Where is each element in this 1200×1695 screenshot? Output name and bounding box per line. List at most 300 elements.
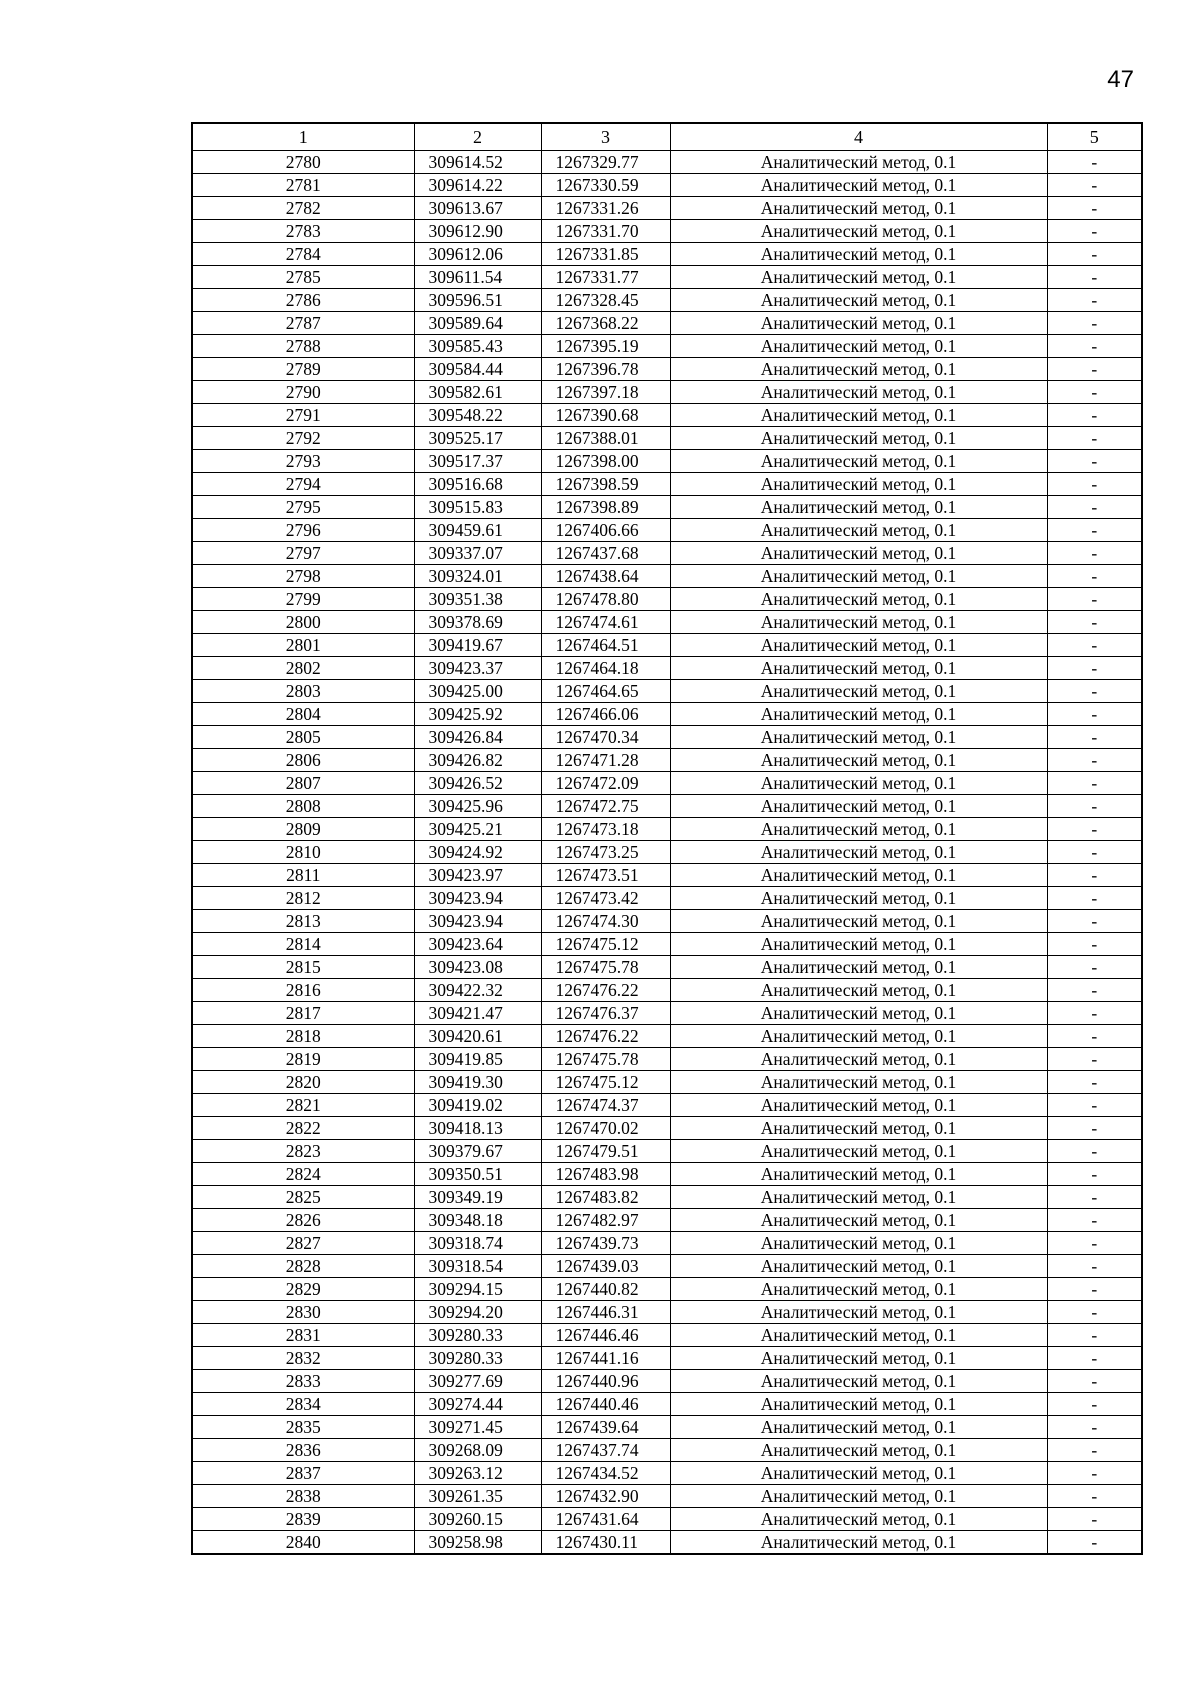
note-cell: -	[1047, 588, 1142, 611]
note-cell: -	[1047, 243, 1142, 266]
table-row	[192, 1163, 1142, 1186]
note-cell: -	[1047, 657, 1142, 680]
y-coordinate-cell: 1267471.28	[541, 749, 670, 772]
x-coordinate-cell: 309516.68	[414, 473, 541, 496]
method-cell: Аналитический метод, 0.1	[670, 404, 1047, 427]
note-cell: -	[1047, 1025, 1142, 1048]
point-number-cell: 2794	[192, 473, 414, 496]
table-row	[192, 473, 1142, 496]
y-coordinate-cell: 1267439.73	[541, 1232, 670, 1255]
note-cell: -	[1047, 1462, 1142, 1485]
method-cell: Аналитический метод, 0.1	[670, 427, 1047, 450]
y-coordinate-cell: 1267474.30	[541, 910, 670, 933]
method-cell: Аналитический метод, 0.1	[670, 1071, 1047, 1094]
method-cell: Аналитический метод, 0.1	[670, 864, 1047, 887]
method-cell: Аналитический метод, 0.1	[670, 680, 1047, 703]
table-row	[192, 910, 1142, 933]
table-row	[192, 979, 1142, 1002]
note-cell: -	[1047, 1393, 1142, 1416]
x-coordinate-cell: 309612.06	[414, 243, 541, 266]
column-header-2: 2	[414, 123, 541, 151]
method-cell: Аналитический метод, 0.1	[670, 1462, 1047, 1485]
y-coordinate-cell: 1267395.19	[541, 335, 670, 358]
method-cell: Аналитический метод, 0.1	[670, 174, 1047, 197]
x-coordinate-cell: 309419.67	[414, 634, 541, 657]
table-row	[192, 933, 1142, 956]
point-number-cell: 2793	[192, 450, 414, 473]
method-cell: Аналитический метод, 0.1	[670, 358, 1047, 381]
point-number-cell: 2782	[192, 197, 414, 220]
method-cell: Аналитический метод, 0.1	[670, 565, 1047, 588]
x-coordinate-cell: 309318.54	[414, 1255, 541, 1278]
method-cell: Аналитический метод, 0.1	[670, 841, 1047, 864]
table-row	[192, 1002, 1142, 1025]
x-coordinate-cell: 309614.52	[414, 151, 541, 174]
method-cell: Аналитический метод, 0.1	[670, 1439, 1047, 1462]
point-number-cell: 2838	[192, 1485, 414, 1508]
note-cell: -	[1047, 910, 1142, 933]
table-row	[192, 174, 1142, 197]
note-cell: -	[1047, 956, 1142, 979]
point-number-cell: 2824	[192, 1163, 414, 1186]
point-number-cell: 2804	[192, 703, 414, 726]
x-coordinate-cell: 309348.18	[414, 1209, 541, 1232]
method-cell: Аналитический метод, 0.1	[670, 749, 1047, 772]
table-row	[192, 358, 1142, 381]
coordinates-table	[191, 122, 1143, 1555]
x-coordinate-cell: 309611.54	[414, 266, 541, 289]
y-coordinate-cell: 1267464.18	[541, 657, 670, 680]
note-cell: -	[1047, 795, 1142, 818]
x-coordinate-cell: 309294.15	[414, 1278, 541, 1301]
y-coordinate-cell: 1267438.64	[541, 565, 670, 588]
point-number-cell: 2815	[192, 956, 414, 979]
table-row	[192, 1439, 1142, 1462]
note-cell: -	[1047, 680, 1142, 703]
point-number-cell: 2787	[192, 312, 414, 335]
point-number-cell: 2799	[192, 588, 414, 611]
x-coordinate-cell: 309379.67	[414, 1140, 541, 1163]
point-number-cell: 2840	[192, 1531, 414, 1555]
note-cell: -	[1047, 1140, 1142, 1163]
table-row	[192, 680, 1142, 703]
table-row	[192, 1025, 1142, 1048]
method-cell: Аналитический метод, 0.1	[670, 289, 1047, 312]
note-cell: -	[1047, 703, 1142, 726]
note-cell: -	[1047, 335, 1142, 358]
method-cell: Аналитический метод, 0.1	[670, 772, 1047, 795]
point-number-cell: 2784	[192, 243, 414, 266]
y-coordinate-cell: 1267439.64	[541, 1416, 670, 1439]
method-cell: Аналитический метод, 0.1	[670, 634, 1047, 657]
point-number-cell: 2812	[192, 887, 414, 910]
note-cell: -	[1047, 1370, 1142, 1393]
table-row	[192, 726, 1142, 749]
table-row	[192, 1232, 1142, 1255]
y-coordinate-cell: 1267446.46	[541, 1324, 670, 1347]
point-number-cell: 2839	[192, 1508, 414, 1531]
x-coordinate-cell: 309589.64	[414, 312, 541, 335]
point-number-cell: 2835	[192, 1416, 414, 1439]
point-number-cell: 2788	[192, 335, 414, 358]
column-header-1: 1	[192, 123, 414, 151]
page-number: 47	[1107, 66, 1134, 93]
x-coordinate-cell: 309548.22	[414, 404, 541, 427]
x-coordinate-cell: 309426.82	[414, 749, 541, 772]
point-number-cell: 2808	[192, 795, 414, 818]
note-cell: -	[1047, 496, 1142, 519]
y-coordinate-cell: 1267390.68	[541, 404, 670, 427]
y-coordinate-cell: 1267472.09	[541, 772, 670, 795]
note-cell: -	[1047, 772, 1142, 795]
method-cell: Аналитический метод, 0.1	[670, 1393, 1047, 1416]
method-cell: Аналитический метод, 0.1	[670, 1232, 1047, 1255]
table-row	[192, 1186, 1142, 1209]
note-cell: -	[1047, 427, 1142, 450]
table-row	[192, 634, 1142, 657]
y-coordinate-cell: 1267473.25	[541, 841, 670, 864]
x-coordinate-cell: 309425.21	[414, 818, 541, 841]
method-cell: Аналитический метод, 0.1	[670, 1301, 1047, 1324]
table-row	[192, 1048, 1142, 1071]
point-number-cell: 2792	[192, 427, 414, 450]
point-number-cell: 2827	[192, 1232, 414, 1255]
method-cell: Аналитический метод, 0.1	[670, 1278, 1047, 1301]
note-cell: -	[1047, 1209, 1142, 1232]
table-row	[192, 611, 1142, 634]
method-cell: Аналитический метод, 0.1	[670, 795, 1047, 818]
x-coordinate-cell: 309420.61	[414, 1025, 541, 1048]
table-row	[192, 1117, 1142, 1140]
y-coordinate-cell: 1267440.96	[541, 1370, 670, 1393]
method-cell: Аналитический метод, 0.1	[670, 818, 1047, 841]
note-cell: -	[1047, 1416, 1142, 1439]
x-coordinate-cell: 309261.35	[414, 1485, 541, 1508]
table-row	[192, 1347, 1142, 1370]
point-number-cell: 2833	[192, 1370, 414, 1393]
y-coordinate-cell: 1267398.00	[541, 450, 670, 473]
note-cell: -	[1047, 887, 1142, 910]
table-row	[192, 151, 1142, 174]
point-number-cell: 2809	[192, 818, 414, 841]
y-coordinate-cell: 1267397.18	[541, 381, 670, 404]
method-cell: Аналитический метод, 0.1	[670, 1140, 1047, 1163]
note-cell: -	[1047, 1117, 1142, 1140]
method-cell: Аналитический метод, 0.1	[670, 266, 1047, 289]
point-number-cell: 2823	[192, 1140, 414, 1163]
point-number-cell: 2786	[192, 289, 414, 312]
method-cell: Аналитический метод, 0.1	[670, 1117, 1047, 1140]
point-number-cell: 2790	[192, 381, 414, 404]
note-cell: -	[1047, 220, 1142, 243]
point-number-cell: 2822	[192, 1117, 414, 1140]
y-coordinate-cell: 1267476.22	[541, 979, 670, 1002]
note-cell: -	[1047, 611, 1142, 634]
note-cell: -	[1047, 841, 1142, 864]
point-number-cell: 2781	[192, 174, 414, 197]
x-coordinate-cell: 309613.67	[414, 197, 541, 220]
point-number-cell: 2791	[192, 404, 414, 427]
x-coordinate-cell: 309260.15	[414, 1508, 541, 1531]
note-cell: -	[1047, 1048, 1142, 1071]
y-coordinate-cell: 1267331.70	[541, 220, 670, 243]
table-row	[192, 1324, 1142, 1347]
note-cell: -	[1047, 1232, 1142, 1255]
point-number-cell: 2803	[192, 680, 414, 703]
note-cell: -	[1047, 519, 1142, 542]
method-cell: Аналитический метод, 0.1	[670, 611, 1047, 634]
x-coordinate-cell: 309422.32	[414, 979, 541, 1002]
x-coordinate-cell: 309419.02	[414, 1094, 541, 1117]
y-coordinate-cell: 1267328.45	[541, 289, 670, 312]
note-cell: -	[1047, 151, 1142, 174]
y-coordinate-cell: 1267470.34	[541, 726, 670, 749]
table-row	[192, 772, 1142, 795]
y-coordinate-cell: 1267483.82	[541, 1186, 670, 1209]
point-number-cell: 2798	[192, 565, 414, 588]
y-coordinate-cell: 1267440.46	[541, 1393, 670, 1416]
y-coordinate-cell: 1267406.66	[541, 519, 670, 542]
note-cell: -	[1047, 289, 1142, 312]
method-cell: Аналитический метод, 0.1	[670, 910, 1047, 933]
method-cell: Аналитический метод, 0.1	[670, 657, 1047, 680]
note-cell: -	[1047, 749, 1142, 772]
method-cell: Аналитический метод, 0.1	[670, 703, 1047, 726]
point-number-cell: 2796	[192, 519, 414, 542]
y-coordinate-cell: 1267439.03	[541, 1255, 670, 1278]
y-coordinate-cell: 1267483.98	[541, 1163, 670, 1186]
method-cell: Аналитический метод, 0.1	[670, 1163, 1047, 1186]
y-coordinate-cell: 1267482.97	[541, 1209, 670, 1232]
note-cell: -	[1047, 1485, 1142, 1508]
y-coordinate-cell: 1267440.82	[541, 1278, 670, 1301]
table-row	[192, 1209, 1142, 1232]
header-row	[192, 123, 1142, 151]
table-row	[192, 1462, 1142, 1485]
point-number-cell: 2806	[192, 749, 414, 772]
table-row	[192, 243, 1142, 266]
method-cell: Аналитический метод, 0.1	[670, 1347, 1047, 1370]
method-cell: Аналитический метод, 0.1	[670, 496, 1047, 519]
table-row	[192, 496, 1142, 519]
x-coordinate-cell: 309459.61	[414, 519, 541, 542]
x-coordinate-cell: 309424.92	[414, 841, 541, 864]
point-number-cell: 2800	[192, 611, 414, 634]
table-row	[192, 266, 1142, 289]
y-coordinate-cell: 1267470.02	[541, 1117, 670, 1140]
y-coordinate-cell: 1267431.64	[541, 1508, 670, 1531]
point-number-cell: 2805	[192, 726, 414, 749]
method-cell: Аналитический метод, 0.1	[670, 1002, 1047, 1025]
point-number-cell: 2813	[192, 910, 414, 933]
x-coordinate-cell: 309258.98	[414, 1531, 541, 1555]
note-cell: -	[1047, 565, 1142, 588]
note-cell: -	[1047, 381, 1142, 404]
y-coordinate-cell: 1267432.90	[541, 1485, 670, 1508]
x-coordinate-cell: 309515.83	[414, 496, 541, 519]
x-coordinate-cell: 309423.97	[414, 864, 541, 887]
x-coordinate-cell: 309419.85	[414, 1048, 541, 1071]
x-coordinate-cell: 309294.20	[414, 1301, 541, 1324]
method-cell: Аналитический метод, 0.1	[670, 1370, 1047, 1393]
table-row	[192, 519, 1142, 542]
method-cell: Аналитический метод, 0.1	[670, 588, 1047, 611]
point-number-cell: 2831	[192, 1324, 414, 1347]
point-number-cell: 2811	[192, 864, 414, 887]
table-row	[192, 1485, 1142, 1508]
table-row	[192, 1071, 1142, 1094]
point-number-cell: 2826	[192, 1209, 414, 1232]
table-row	[192, 1508, 1142, 1531]
note-cell: -	[1047, 312, 1142, 335]
method-cell: Аналитический метод, 0.1	[670, 542, 1047, 565]
method-cell: Аналитический метод, 0.1	[670, 1255, 1047, 1278]
method-cell: Аналитический метод, 0.1	[670, 1186, 1047, 1209]
method-cell: Аналитический метод, 0.1	[670, 220, 1047, 243]
table-row	[192, 864, 1142, 887]
y-coordinate-cell: 1267475.78	[541, 1048, 670, 1071]
x-coordinate-cell: 309268.09	[414, 1439, 541, 1462]
y-coordinate-cell: 1267437.68	[541, 542, 670, 565]
note-cell: -	[1047, 266, 1142, 289]
point-number-cell: 2783	[192, 220, 414, 243]
method-cell: Аналитический метод, 0.1	[670, 151, 1047, 174]
x-coordinate-cell: 309277.69	[414, 1370, 541, 1393]
table-row	[192, 1301, 1142, 1324]
y-coordinate-cell: 1267331.85	[541, 243, 670, 266]
x-coordinate-cell: 309271.45	[414, 1416, 541, 1439]
method-cell: Аналитический метод, 0.1	[670, 1025, 1047, 1048]
note-cell: -	[1047, 404, 1142, 427]
note-cell: -	[1047, 818, 1142, 841]
point-number-cell: 2821	[192, 1094, 414, 1117]
table-row	[192, 1393, 1142, 1416]
x-coordinate-cell: 309426.52	[414, 772, 541, 795]
note-cell: -	[1047, 1324, 1142, 1347]
method-cell: Аналитический метод, 0.1	[670, 726, 1047, 749]
table-row	[192, 1370, 1142, 1393]
note-cell: -	[1047, 1508, 1142, 1531]
note-cell: -	[1047, 1186, 1142, 1209]
point-number-cell: 2810	[192, 841, 414, 864]
point-number-cell: 2789	[192, 358, 414, 381]
table-row	[192, 197, 1142, 220]
y-coordinate-cell: 1267474.61	[541, 611, 670, 634]
method-cell: Аналитический метод, 0.1	[670, 1094, 1047, 1117]
table-row	[192, 956, 1142, 979]
point-number-cell: 2795	[192, 496, 414, 519]
x-coordinate-cell: 309423.64	[414, 933, 541, 956]
y-coordinate-cell: 1267441.16	[541, 1347, 670, 1370]
method-cell: Аналитический метод, 0.1	[670, 519, 1047, 542]
y-coordinate-cell: 1267479.51	[541, 1140, 670, 1163]
table-row	[192, 427, 1142, 450]
table-header	[192, 123, 1142, 151]
x-coordinate-cell: 309425.92	[414, 703, 541, 726]
column-header-4: 4	[670, 123, 1047, 151]
y-coordinate-cell: 1267464.65	[541, 680, 670, 703]
note-cell: -	[1047, 1439, 1142, 1462]
note-cell: -	[1047, 1255, 1142, 1278]
table-row	[192, 703, 1142, 726]
table-row	[192, 220, 1142, 243]
method-cell: Аналитический метод, 0.1	[670, 197, 1047, 220]
note-cell: -	[1047, 450, 1142, 473]
table-row	[192, 795, 1142, 818]
y-coordinate-cell: 1267473.18	[541, 818, 670, 841]
method-cell: Аналитический метод, 0.1	[670, 450, 1047, 473]
y-coordinate-cell: 1267446.31	[541, 1301, 670, 1324]
method-cell: Аналитический метод, 0.1	[670, 312, 1047, 335]
x-coordinate-cell: 309419.30	[414, 1071, 541, 1094]
y-coordinate-cell: 1267474.37	[541, 1094, 670, 1117]
point-number-cell: 2802	[192, 657, 414, 680]
y-coordinate-cell: 1267476.22	[541, 1025, 670, 1048]
point-number-cell: 2834	[192, 1393, 414, 1416]
x-coordinate-cell: 309263.12	[414, 1462, 541, 1485]
point-number-cell: 2836	[192, 1439, 414, 1462]
x-coordinate-cell: 309585.43	[414, 335, 541, 358]
table-row	[192, 749, 1142, 772]
x-coordinate-cell: 309351.38	[414, 588, 541, 611]
y-coordinate-cell: 1267430.11	[541, 1531, 670, 1555]
method-cell: Аналитический метод, 0.1	[670, 1508, 1047, 1531]
table-row	[192, 588, 1142, 611]
y-coordinate-cell: 1267368.22	[541, 312, 670, 335]
x-coordinate-cell: 309349.19	[414, 1186, 541, 1209]
point-number-cell: 2817	[192, 1002, 414, 1025]
point-number-cell: 2797	[192, 542, 414, 565]
note-cell: -	[1047, 473, 1142, 496]
x-coordinate-cell: 309614.22	[414, 174, 541, 197]
note-cell: -	[1047, 1002, 1142, 1025]
column-header-5: 5	[1047, 123, 1142, 151]
point-number-cell: 2825	[192, 1186, 414, 1209]
y-coordinate-cell: 1267331.77	[541, 266, 670, 289]
point-number-cell: 2837	[192, 1462, 414, 1485]
x-coordinate-cell: 309517.37	[414, 450, 541, 473]
y-coordinate-cell: 1267396.78	[541, 358, 670, 381]
point-number-cell: 2814	[192, 933, 414, 956]
note-cell: -	[1047, 864, 1142, 887]
method-cell: Аналитический метод, 0.1	[670, 887, 1047, 910]
table-row	[192, 381, 1142, 404]
y-coordinate-cell: 1267437.74	[541, 1439, 670, 1462]
x-coordinate-cell: 309596.51	[414, 289, 541, 312]
x-coordinate-cell: 309421.47	[414, 1002, 541, 1025]
table-row	[192, 565, 1142, 588]
note-cell: -	[1047, 933, 1142, 956]
point-number-cell: 2780	[192, 151, 414, 174]
note-cell: -	[1047, 542, 1142, 565]
method-cell: Аналитический метод, 0.1	[670, 335, 1047, 358]
x-coordinate-cell: 309280.33	[414, 1324, 541, 1347]
y-coordinate-cell: 1267388.01	[541, 427, 670, 450]
x-coordinate-cell: 309423.08	[414, 956, 541, 979]
y-coordinate-cell: 1267398.89	[541, 496, 670, 519]
table-row	[192, 1140, 1142, 1163]
point-number-cell: 2807	[192, 772, 414, 795]
method-cell: Аналитический метод, 0.1	[670, 243, 1047, 266]
table-row	[192, 335, 1142, 358]
x-coordinate-cell: 309418.13	[414, 1117, 541, 1140]
point-number-cell: 2828	[192, 1255, 414, 1278]
table-row	[192, 404, 1142, 427]
table-row	[192, 887, 1142, 910]
table-row	[192, 1416, 1142, 1439]
x-coordinate-cell: 309423.37	[414, 657, 541, 680]
table-body	[192, 151, 1142, 1555]
